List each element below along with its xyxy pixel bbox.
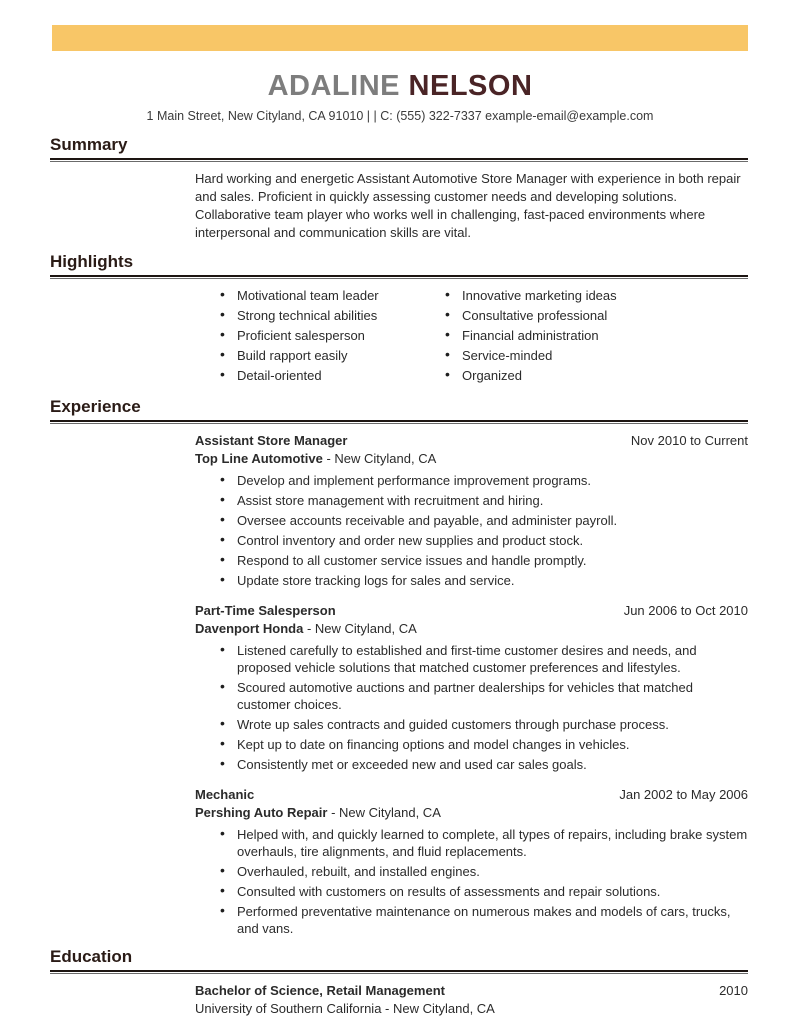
highlight-item: • Build rapport easily <box>218 347 420 364</box>
company-location: - New Cityland, CA <box>331 804 441 820</box>
job-bullet: • Consistently met or exceeded new and used car sales goals. <box>218 756 748 773</box>
highlight-item: • Consultative professional <box>443 307 617 324</box>
highlights-column-1 <box>218 287 420 387</box>
job-title: Part-Time Salesperson <box>195 602 336 618</box>
highlights-columns <box>195 287 748 387</box>
degree-title: Bachelor of Science, Retail Management <box>195 982 445 998</box>
job-bullet: • Assist store management with recruitment and hiring. <box>218 492 748 509</box>
company-name: Top Line Automotive <box>195 450 323 466</box>
job-bullet: • Wrote up sales contracts and guided customers through purchase process. <box>218 716 748 733</box>
job-title: Mechanic <box>195 786 255 802</box>
experience-heading: Experience <box>50 396 141 416</box>
job-entry-3 <box>195 786 748 937</box>
school-name: University of Southern California <box>195 1000 382 1016</box>
job-bullet: • Overhauled, rebuilt, and installed engines. <box>218 863 748 880</box>
company-location: - New Cityland, CA <box>306 620 417 636</box>
job-bullet: • Consulted with customers on results of assessments and repair solutions. <box>218 883 748 900</box>
section-highlights <box>50 252 748 387</box>
highlight-item: • Proficient salesperson <box>218 327 420 344</box>
highlights-heading: Highlights <box>50 251 134 271</box>
job-bullet: • Scoured automotive auctions and partner dealerships for vehicles that matched customer choices. <box>218 679 748 713</box>
resume-content <box>50 135 748 1018</box>
last-name: NELSON <box>408 70 533 102</box>
job-bullet: • Oversee accounts receivable and payable, and administer payroll. <box>218 512 748 529</box>
job-bullets <box>218 826 748 937</box>
company-location: - New Cityland, CA <box>326 450 437 466</box>
summary-heading: Summary <box>50 134 128 154</box>
job-bullet: • Control inventory and order new supplies and product stock. <box>218 532 748 549</box>
job-bullet: • Update store tracking logs for sales and service. <box>218 572 748 589</box>
candidate-name <box>0 71 800 103</box>
job-bullet: • Kept up to date on financing options and model changes in vehicles. <box>218 736 748 753</box>
top-banner <box>52 25 748 51</box>
company-name: Davenport Honda <box>195 620 304 636</box>
education-heading: Education <box>50 946 133 966</box>
job-bullet: • Listened carefully to established and first-time customer desires and needs, and proposed vehicle solutions that matched customer preferences and lifestyles. <box>218 642 748 676</box>
job-bullet: • Develop and implement performance improvement programs. <box>218 472 748 489</box>
highlight-item: • Innovative marketing ideas <box>443 287 617 304</box>
highlight-item: • Financial administration <box>443 327 617 344</box>
graduation-year: 2010 <box>719 982 748 998</box>
school-location: - New Cityland, CA <box>385 1000 495 1016</box>
company-name: Pershing Auto Repair <box>195 804 328 820</box>
job-dates: Nov 2010 to Current <box>630 432 748 448</box>
section-experience <box>50 397 748 937</box>
highlight-item: • Organized <box>443 367 617 384</box>
job-bullets <box>218 642 748 773</box>
summary-paragraph: Hard working and energetic Assistant Automotive Store Manager with experience in both repair and sales. Proficient in quickly assessing customer needs and developing solutions. Collaborative team player who works well in challenging, fast-paced environments where interpersonal and communication skills are vital. <box>195 170 741 240</box>
job-bullet: • Helped with, and quickly learned to complete, all types of repairs, including brake system overhauls, tire alignments, and fluid replacements. <box>218 826 748 860</box>
first-name: ADALINE <box>267 70 400 102</box>
contact-line: 1 Main Street, New Cityland, CA 91010 | | C: (555) 322-7337 example-email@example.com <box>146 108 654 123</box>
section-summary <box>50 135 748 242</box>
highlights-column-2 <box>443 287 617 387</box>
job-bullet: • Performed preventative maintenance on numerous makes and models of cars, trucks, and vans. <box>218 903 748 937</box>
job-entry-1 <box>195 432 748 589</box>
highlight-item: • Strong technical abilities <box>218 307 420 324</box>
highlight-item: • Detail-oriented <box>218 367 420 384</box>
job-entry-2 <box>195 602 748 773</box>
section-education <box>50 947 748 1018</box>
job-dates: Jun 2006 to Oct 2010 <box>623 602 748 618</box>
highlight-item: • Motivational team leader <box>218 287 420 304</box>
job-dates: Jan 2002 to May 2006 <box>619 786 748 802</box>
highlight-item: • Service-minded <box>443 347 617 364</box>
job-bullet: • Respond to all customer service issues and handle promptly. <box>218 552 748 569</box>
job-title: Assistant Store Manager <box>195 432 348 448</box>
job-bullets <box>218 472 748 589</box>
